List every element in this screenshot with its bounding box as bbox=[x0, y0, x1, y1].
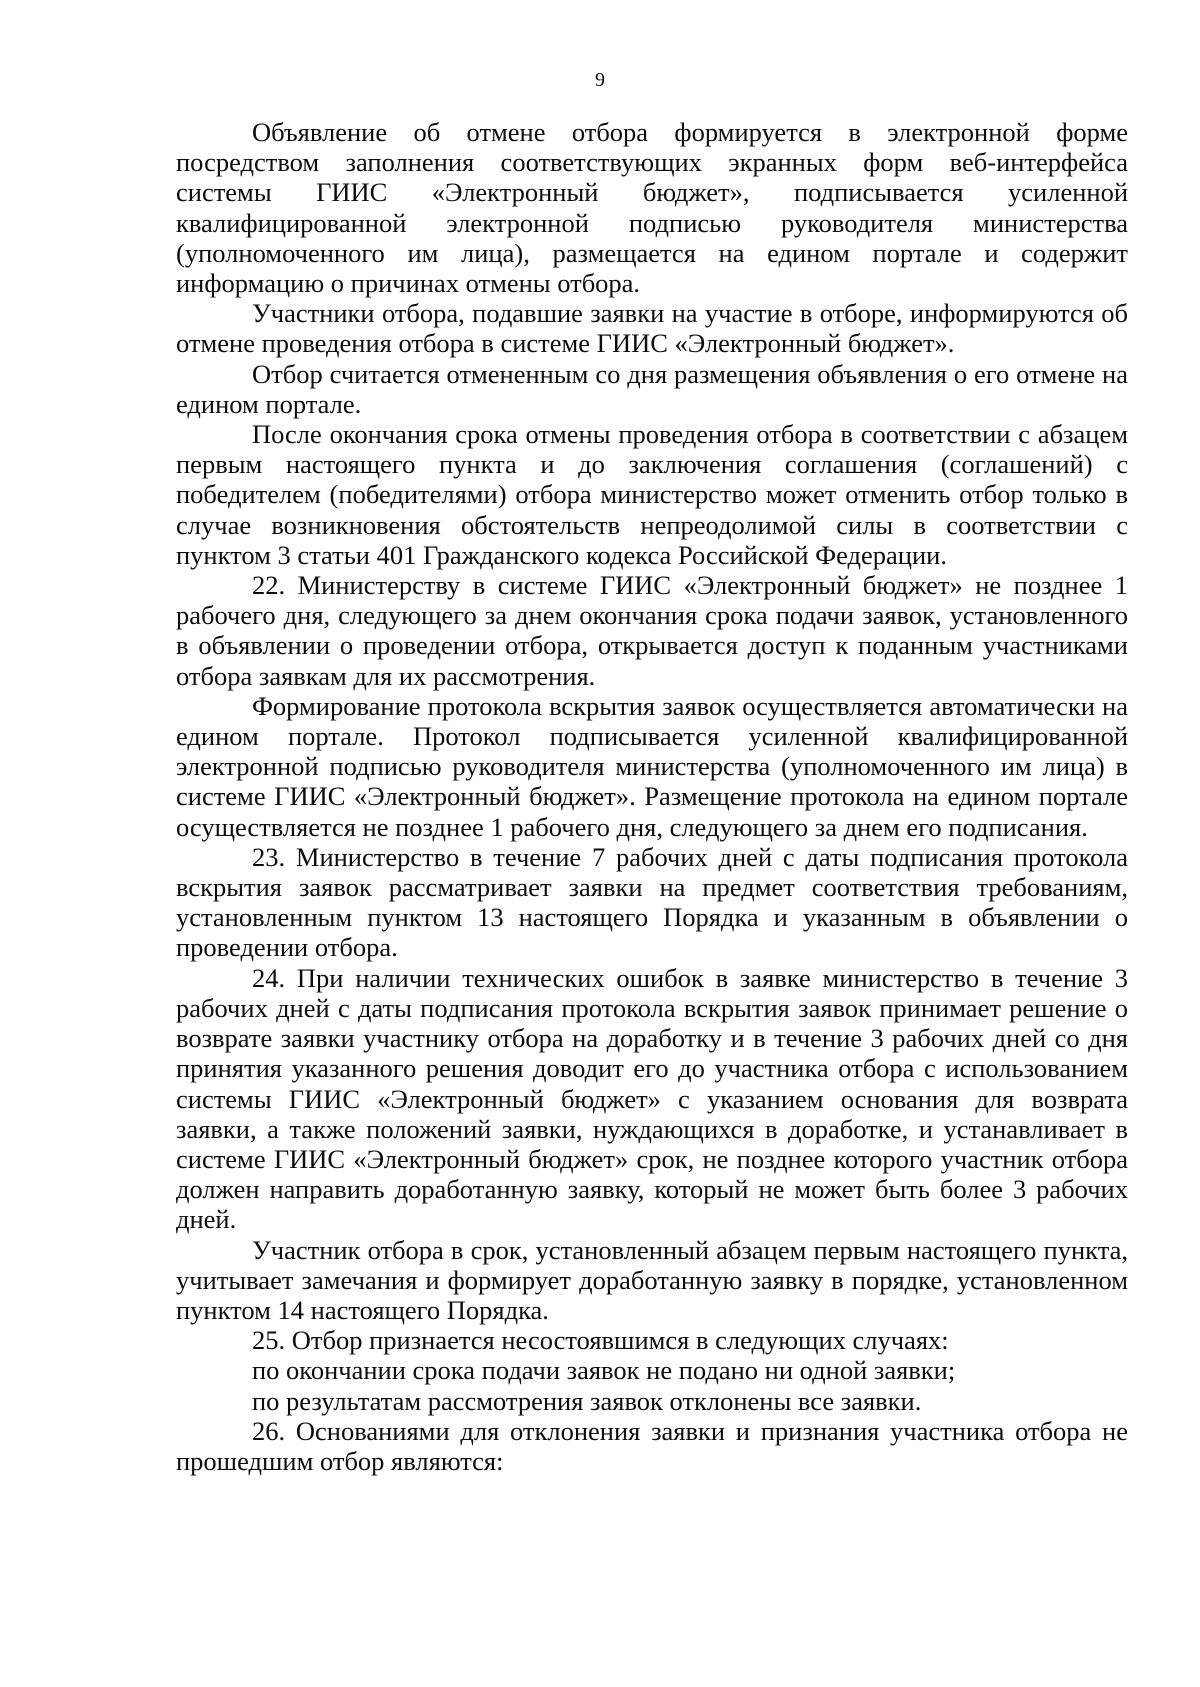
paragraph-force-majeure: После окончания срока отмены проведения отбора в соответствии с абзацем первым настоящего пункта и до заключения соглашения (соглашений) с победителем (победителями) отбора министерство может отменить отбор только в случае возникновения обстоятельств непреодолимой силы в соответствии с пунктом 3 статьи 401 Гражданского кодекса Российской Федерации. bbox=[176, 419, 1128, 570]
paragraph-all-rejected: по результатам рассмотрения заявок отклонены все заявки. bbox=[252, 1385, 922, 1416]
paragraph-item-23: 23. Министерство в течение 7 рабочих дней с даты подписания протокола вскрытия заявок рассматривает заявки на предмет соответствия требованиям, установленным пунктом 13 настоящего Порядка и указанным в объявлении о проведении отбора. bbox=[176, 841, 1128, 963]
paragraph-item-25: 25. Отбор признается несостоявшимся в следующих случаях: bbox=[252, 1325, 949, 1356]
paragraph-no-applications: по окончании срока подачи заявок не подано ни одной заявки; bbox=[252, 1355, 956, 1386]
page-number: 9 bbox=[595, 69, 605, 91]
paragraph-item-24: 24. При наличии технических ошибок в заявке министерство в течение 3 рабочих дней с даты подписания протокола вскрытия заявок принимает решение о возврате заявки участнику отбора на доработку и в течение 3 рабочих дней со дня принятия указанного решения доводит его до участника отбора с использованием системы ГИИС «Электронный бюджет» с указанием основания для возврата заявки, а также положений заявки, нуждающихся в доработке, и устанавливает в системе ГИИС «Электронный бюджет» срок, не позднее которого участник отбора должен направить доработанную заявку, который не может быть более 3 рабочих дней. bbox=[176, 962, 1128, 1235]
paragraph-participants-informed: Участники отбора, подавшие заявки на участие в отборе, информируются об отмене проведения отбора в системе ГИИС «Электронный бюджет». bbox=[176, 298, 1128, 359]
paragraph-cancellation-announcement: Объявление об отмене отбора формируется в электронной форме посредством заполнения соответствующих экранных форм веб-интерфейса системы ГИИС «Электронный бюджет», подписывается усиленной квалифицированной электронной подписью руководителя министерства (уполномоченного им лица), размещается на едином портале и содержит информацию о причинах отмены отбора. bbox=[176, 117, 1128, 299]
paragraph-item-26: 26. Основаниями для отклонения заявки и признания участника отбора не прошедшим отбор являются: bbox=[176, 1415, 1128, 1476]
paragraph-revised-application: Участник отбора в срок, установленный абзацем первым настоящего пункта, учитывает замечания и формирует доработанную заявку в порядке, установленном пунктом 14 настоящего Порядка. bbox=[176, 1234, 1128, 1325]
document-body bbox=[176, 117, 1128, 1476]
paragraph-item-22: 22. Министерству в системе ГИИС «Электронный бюджет» не позднее 1 рабочего дня, следующего за днем окончания срока подачи заявок, установленного в объявлении о проведении отбора, открывается доступ к поданным участниками отбора заявкам для их рассмотрения. bbox=[176, 570, 1128, 691]
paragraph-selection-cancelled: Отбор считается отмененным со дня размещения объявления о его отмене на едином портале. bbox=[176, 358, 1128, 419]
paragraph-opening-protocol: Формирование протокола вскрытия заявок осуществляется автоматически на едином портале. Протокол подписывается усиленной квалифицированной электронной подписью руководителя министерства (уполномоченного им лица) в системе ГИИС «Электронный бюджет». Размещение протокола на едином портале осуществляется не позднее 1 рабочего дня, следующего за днем его подписания. bbox=[176, 690, 1128, 842]
